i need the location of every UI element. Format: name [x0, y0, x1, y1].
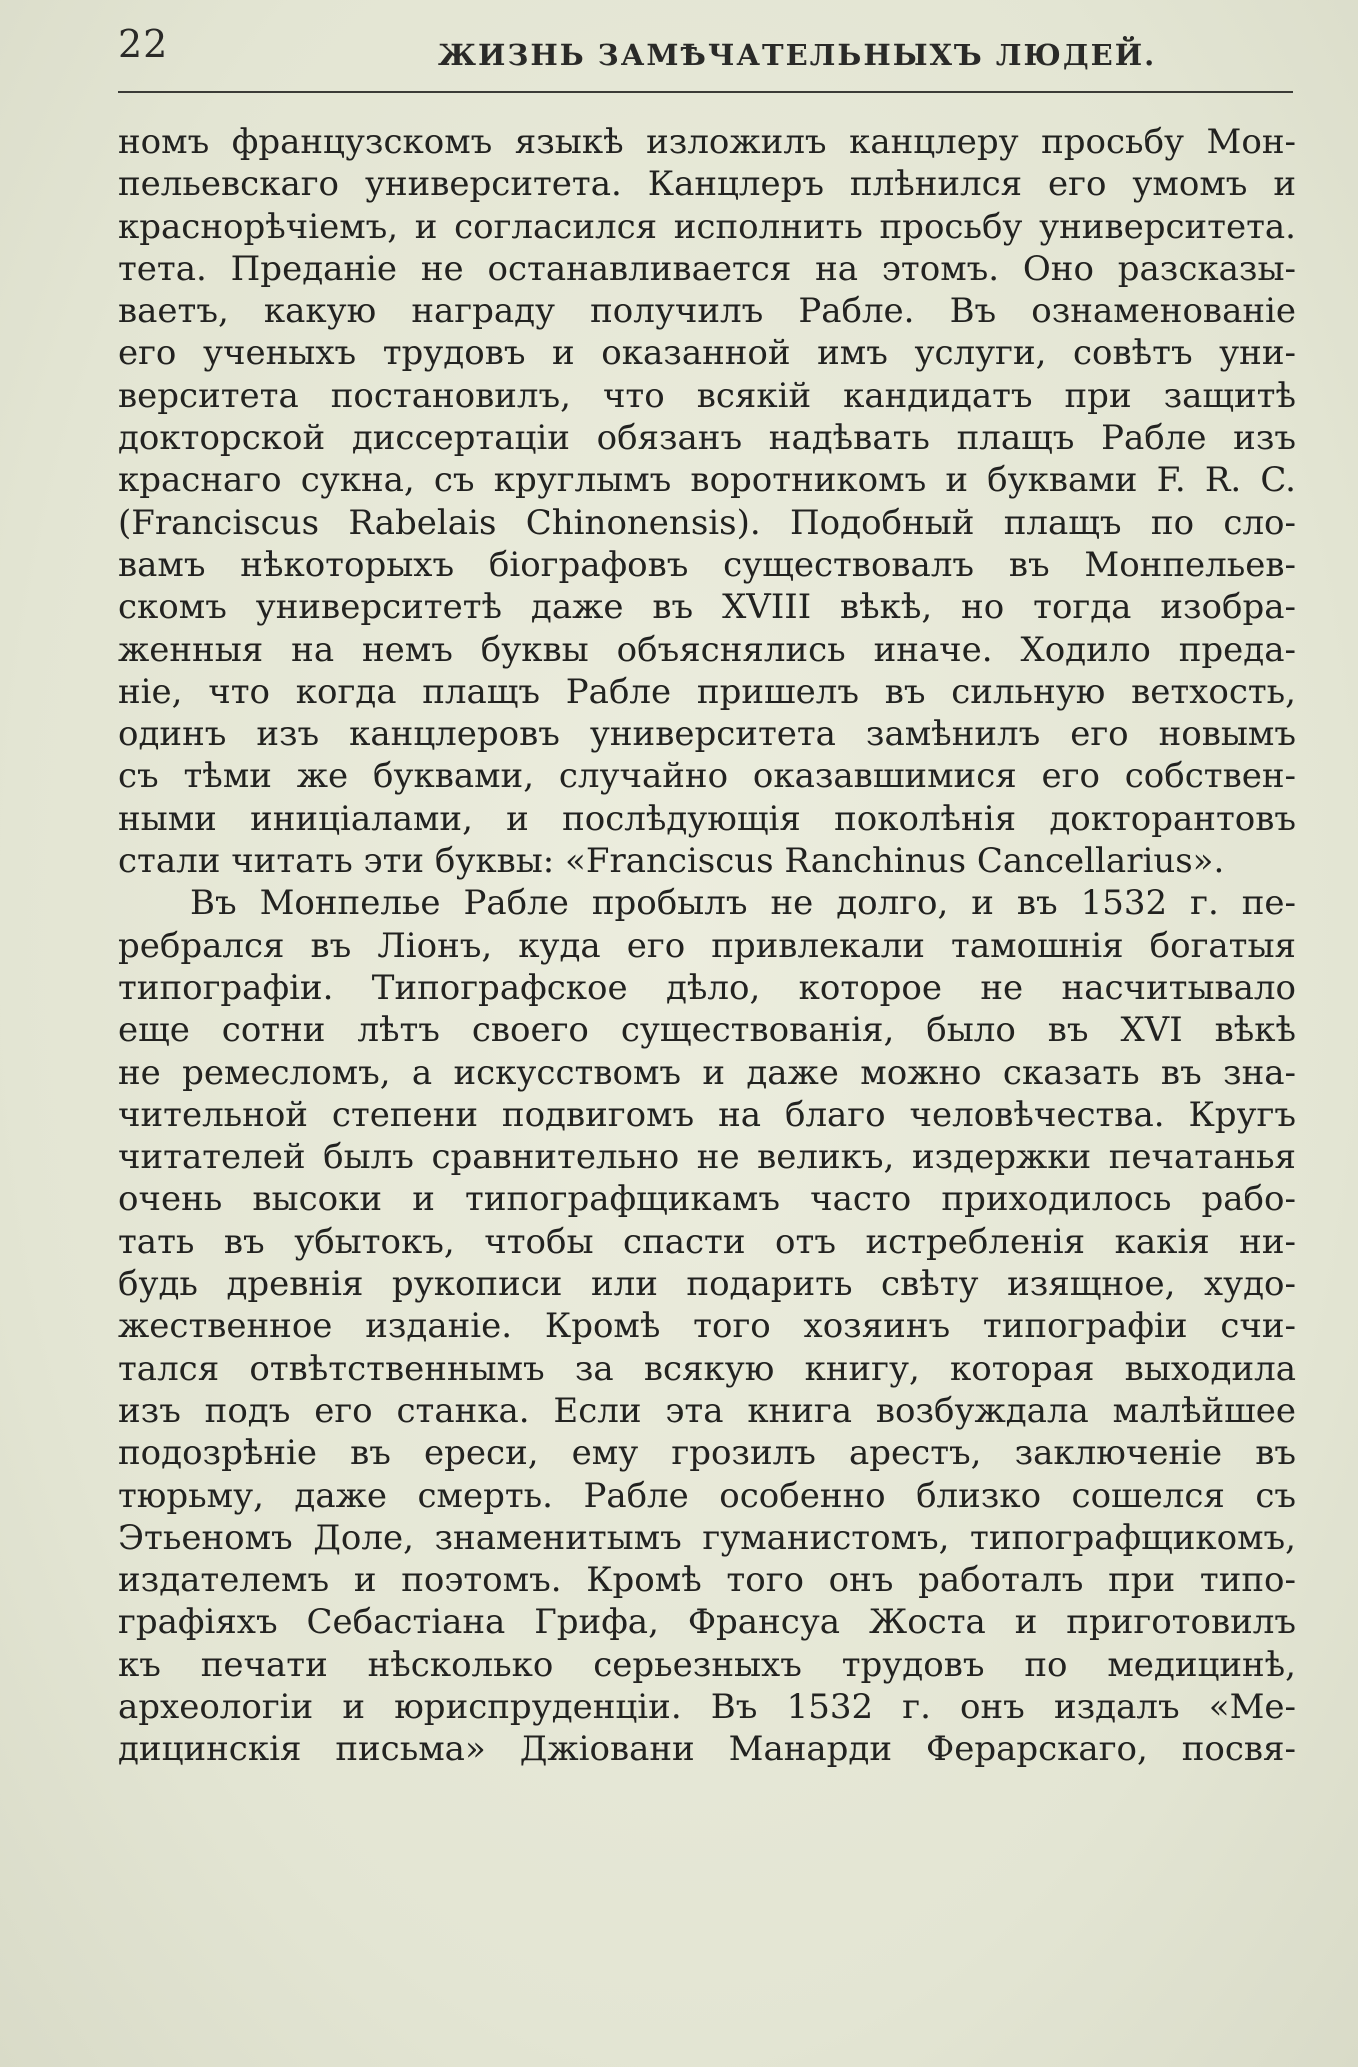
text-line: номъ французскомъ языкѣ изложилъ канцлеру просьбу Мон- — [118, 122, 1296, 162]
text-line: краснаго сукна, съ круглымъ воротникомъ и буквами F. R. C. — [118, 460, 1296, 501]
text-line: съ тѣми же буквами, случайно оказавшимися его собствен- — [118, 756, 1296, 797]
text-line: читателей былъ сравнительно не великъ, издержки печатанья — [118, 1137, 1296, 1178]
text-line: графіяхъ Себастіана Грифа, Франсуа Жоста и приготовилъ — [118, 1602, 1296, 1643]
text-line: ребрался въ Ліонъ, куда его привлекали тамошнія богатыя — [118, 925, 1296, 966]
text-line: тался отвѣтственнымъ за всякую книгу, которая выходила — [118, 1348, 1296, 1389]
text-line: докторской диссертаціи обязанъ надѣвать плащъ Рабле изъ — [118, 418, 1296, 459]
text-line: очень высоки и типографщикамъ часто приходилось рабо- — [118, 1179, 1296, 1220]
text-line: ваетъ, какую награду получилъ Рабле. Въ ознаменованіе — [118, 291, 1296, 332]
text-line: скомъ университетѣ даже въ XVIII вѣкѣ, но тогда изобра- — [118, 587, 1296, 628]
text-line: женныя на немъ буквы объяснялись иначе. Ходило преда- — [118, 629, 1296, 670]
text-line: изъ подъ его станка. Если эта книга возбуждала малѣйшее — [118, 1390, 1296, 1431]
page-header — [118, 22, 1293, 92]
text-line: археологіи и юриспруденціи. Въ 1532 г. онъ издалъ «Ме- — [118, 1686, 1296, 1727]
page-number: 22 — [118, 22, 169, 66]
text-line: дицинскія письма» Джіовани Манарди Ферарскаго, посвя- — [118, 1729, 1296, 1770]
text-line: жественное изданіе. Кромѣ того хозяинъ типографіи счи- — [118, 1306, 1296, 1347]
text-line: стали читать эти буквы: «Franciscus Ranchinus Cancellarius». — [118, 841, 1225, 882]
text-line: верситета постановилъ, что всякій кандидатъ при защитѣ — [118, 375, 1296, 416]
text-line: вамъ нѣкоторыхъ біографовъ существовалъ въ Монпельев- — [118, 544, 1296, 585]
text-line: тать въ убытокъ, чтобы спасти отъ истребленія какія ни- — [118, 1221, 1296, 1262]
text-line: (Franciscus Rabelais Chinonensis). Подобный плащъ по сло- — [118, 502, 1296, 543]
running-title: ЖИЗНЬ ЗАМѢЧАТЕЛЬНЫХЪ ЛЮДЕЙ. — [438, 38, 1157, 72]
header-rule — [118, 91, 1293, 93]
text-line: подозрѣніе въ ереси, ему грозилъ арестъ, заключеніе въ — [118, 1433, 1296, 1474]
text-line: ніе, что когда плащъ Рабле пришелъ въ сильную ветхость, — [118, 671, 1296, 712]
text-line: издателемъ и поэтомъ. Кромѣ того онъ работалъ при типо- — [118, 1560, 1296, 1601]
body-text — [118, 121, 1296, 1771]
text-line: Въ Монпелье Рабле пробылъ не долго, и въ 1532 г. пе- — [190, 883, 1296, 924]
text-line: ными иниціалами, и послѣдующія поколѣнія докторантовъ — [118, 798, 1296, 839]
text-line: краснорѣчіемъ, и согласился исполнить просьбу университета. — [118, 206, 1296, 247]
text-line: тюрьму, даже смерть. Рабле особенно близко сошелся съ — [118, 1475, 1296, 1516]
text-line: чительной степени подвигомъ на благо человѣчества. Кругъ — [118, 1094, 1296, 1135]
text-line: къ печати нѣсколько серьезныхъ трудовъ по медицинѣ, — [118, 1644, 1296, 1685]
text-line: не ремесломъ, а искусствомъ и даже можно сказать въ зна- — [118, 1052, 1296, 1093]
text-line: его ученыхъ трудовъ и оказанной имъ услуги, совѣтъ уни- — [118, 333, 1296, 374]
text-line: Этьеномъ Доле, знаменитымъ гуманистомъ, типографщикомъ, — [118, 1517, 1296, 1558]
text-line: будь древнія рукописи или подарить свѣту изящное, худо- — [118, 1264, 1296, 1305]
text-line: типографіи. Типографское дѣло, которое не насчитывало — [118, 967, 1296, 1008]
text-line: тета. Преданіе не останавливается на этомъ. Оно разсказы- — [118, 248, 1296, 289]
text-line: одинъ изъ канцлеровъ университета замѣнилъ его новымъ — [118, 714, 1296, 755]
text-line: пельевскаго университета. Канцлеръ плѣнился его умомъ и — [118, 164, 1296, 205]
text-line: еще сотни лѣтъ своего существованія, было въ XVI вѣкѣ — [118, 1010, 1296, 1051]
